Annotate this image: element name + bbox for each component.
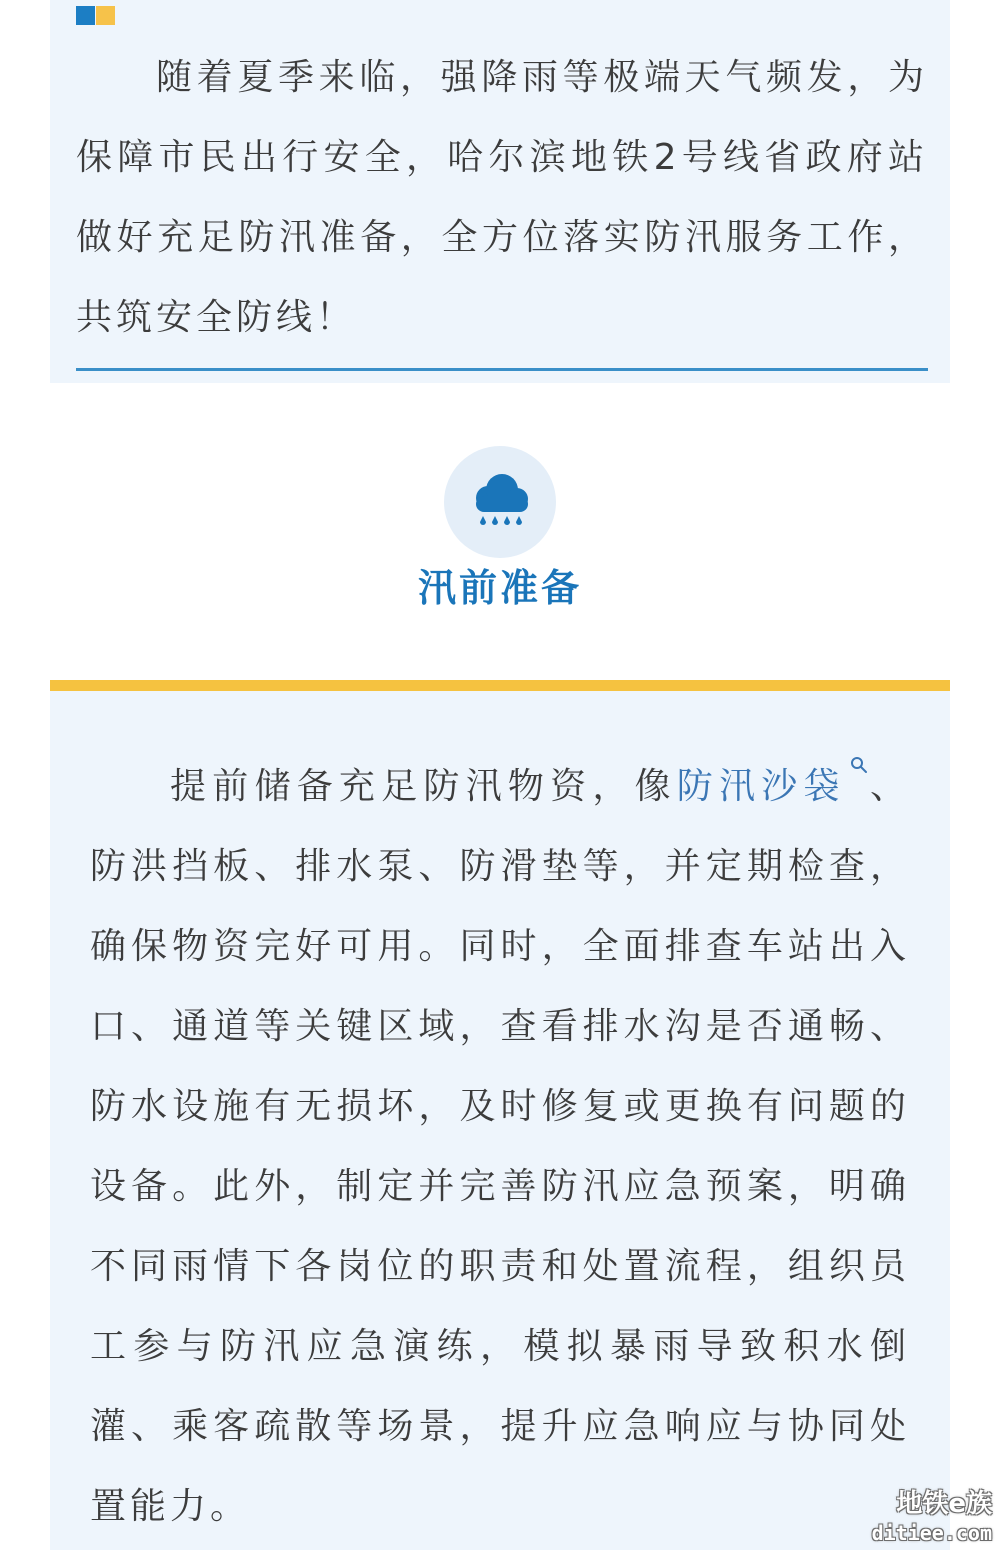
site-watermark — [872, 1488, 992, 1546]
preparation-text-rest: 、防洪挡板、排水泵、防滑垫等，并定期检查，确保物资完好可用。同时，全面排查车站出入口、通道等关键区域，查看排水沟是否通畅、防水设施有无损坏，及时修复或更换有问题的设备。此外，制定并完善防汛应急预案，明确不同雨情下各岗位的职责和处置流程，组织员工参与防汛应急演练，模拟暴雨导致积水倒灌、乘客疏散等场景，提升应急响应与协同处置能力。 — [90, 766, 910, 1527]
search-icon[interactable] — [850, 723, 868, 741]
watermark-url: ditiee.com — [871, 1521, 992, 1545]
sandbag-search-link[interactable]: 防汛沙袋 — [676, 766, 846, 807]
preparation-text-start: 提前储备充足防汛物资，像 — [170, 766, 677, 807]
preparation-card — [50, 691, 950, 1550]
yellow-square — [96, 6, 115, 25]
watermark-logo-text: 地铁e族 — [896, 1489, 992, 1519]
intro-card — [50, 0, 950, 383]
decorative-squares-icon — [76, 6, 116, 26]
rain-cloud-svg — [444, 446, 556, 558]
blue-square — [76, 6, 95, 25]
section-title: 汛前准备 — [417, 566, 582, 610]
intro-paragraph: 随着夏季来临，强降雨等极端天气频发，为保障市民出行安全，哈尔滨地铁2号线省政府站做好充足防汛准备，全方位落实防汛服务工作，共筑安全防线！ — [76, 57, 928, 338]
intro-divider — [76, 368, 928, 371]
preparation-paragraph — [90, 723, 910, 1547]
section-card-top-bar — [50, 680, 950, 691]
rain-cloud-icon — [444, 446, 556, 558]
